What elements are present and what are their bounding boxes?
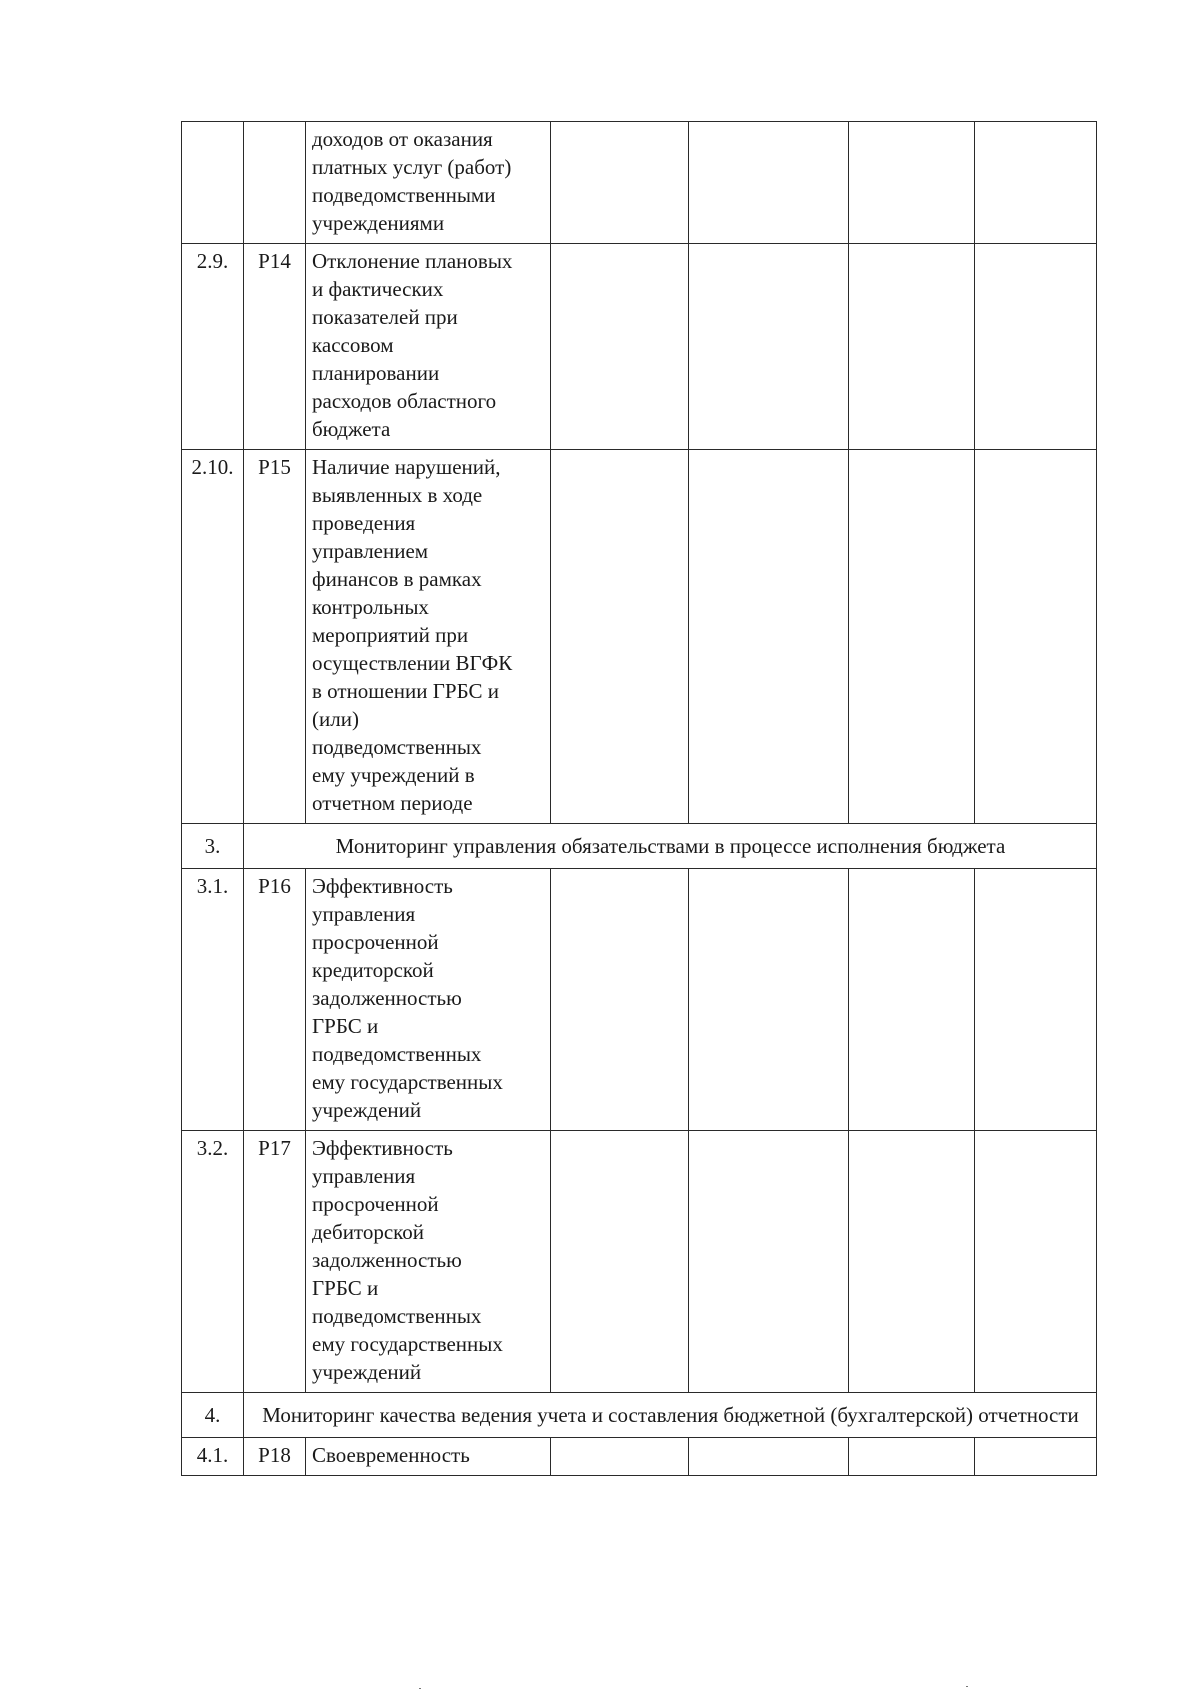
row-number: 4.1.: [182, 1438, 244, 1476]
indicator-name-line: контрольных: [312, 595, 429, 619]
indicator-name: [306, 244, 551, 450]
indicator-name-line: ГРБС и: [312, 1276, 379, 1300]
table-row: [182, 244, 1097, 450]
row-number: 2.10.: [182, 450, 244, 824]
indicator-code: Р15: [244, 450, 306, 824]
indicator-name-line: кассовом: [312, 333, 394, 357]
indicator-name-line: дебиторской: [312, 1220, 425, 1244]
table-body: [182, 122, 1097, 1476]
indicator-name-line: в отношении ГРБС и: [312, 679, 499, 703]
empty-cell: [849, 869, 975, 1131]
indicator-name-line: управления: [312, 1164, 416, 1188]
section-row: [182, 1393, 1097, 1438]
indicator-name-line: планировании: [312, 361, 440, 385]
indicator-name-line: доходов от оказания: [312, 127, 493, 151]
empty-cell: [975, 1438, 1097, 1476]
empty-cell: [689, 244, 849, 450]
row-number: [182, 122, 244, 244]
empty-cell: [551, 450, 689, 824]
indicator-name-line: финансов в рамках: [312, 567, 482, 591]
empty-cell: [551, 1438, 689, 1476]
empty-cell: [551, 122, 689, 244]
empty-cell: [689, 1131, 849, 1393]
indicator-name-line: платных услуг (работ): [312, 155, 512, 179]
indicator-name-line: Эффективность: [312, 874, 453, 898]
table-row: [182, 1438, 1097, 1476]
indicator-name-line: ему государственных: [312, 1070, 503, 1094]
empty-cell: [849, 122, 975, 244]
indicator-name-line: бюджета: [312, 417, 391, 441]
table-row: [182, 450, 1097, 824]
indicator-code: Р16: [244, 869, 306, 1131]
indicator-name-line: просроченной: [312, 1192, 439, 1216]
section-title: Мониторинг качества ведения учета и составления бюджетной (бухгалтерской) отчетности: [244, 1393, 1097, 1438]
indicator-name-line: Своевременность: [312, 1443, 470, 1467]
indicator-name: [306, 450, 551, 824]
indicator-name-line: просроченной: [312, 930, 439, 954]
indicator-name-line: подведомственными: [312, 183, 496, 207]
empty-cell: [975, 244, 1097, 450]
empty-cell: [689, 1438, 849, 1476]
indicator-name-line: Эффективность: [312, 1136, 453, 1160]
indicator-name-line: отчетном периоде: [312, 791, 473, 815]
empty-cell: [689, 450, 849, 824]
indicator-name-line: Отклонение плановых: [312, 249, 513, 273]
indicator-code: Р17: [244, 1131, 306, 1393]
empty-cell: [849, 1438, 975, 1476]
indicator-name-line: осуществлении ВГФК: [312, 651, 513, 675]
indicator-name-line: управления: [312, 902, 416, 926]
indicator-name-line: ГРБС и: [312, 1014, 379, 1038]
empty-cell: [849, 450, 975, 824]
indicator-name-line: задолженностью: [312, 1248, 462, 1272]
indicator-name-line: подведомственных: [312, 735, 482, 759]
section-number: 3.: [182, 824, 244, 869]
indicator-name-line: кредиторской: [312, 958, 434, 982]
criteria-table: [181, 121, 1097, 1476]
section-title: Мониторинг управления обязательствами в процессе исполнения бюджета: [244, 824, 1097, 869]
scan-speck: [419, 1688, 421, 1689]
empty-cell: [551, 1131, 689, 1393]
empty-cell: [551, 244, 689, 450]
indicator-name: [306, 1131, 551, 1393]
row-number: 3.1.: [182, 869, 244, 1131]
indicator-name-line: учреждений: [312, 1098, 422, 1122]
empty-cell: [975, 122, 1097, 244]
empty-cell: [975, 1131, 1097, 1393]
indicator-name-line: (или): [312, 707, 359, 731]
empty-cell: [849, 244, 975, 450]
section-number: 4.: [182, 1393, 244, 1438]
indicator-code: Р14: [244, 244, 306, 450]
indicator-name-line: выявленных в ходе: [312, 483, 483, 507]
indicator-name-line: проведения: [312, 511, 416, 535]
indicator-name: [306, 869, 551, 1131]
indicator-name-line: подведомственных: [312, 1042, 482, 1066]
indicator-name-line: подведомственных: [312, 1304, 482, 1328]
indicator-name-line: показателей при: [312, 305, 458, 329]
empty-cell: [975, 869, 1097, 1131]
table-row: [182, 869, 1097, 1131]
indicator-name-line: учреждениями: [312, 211, 445, 235]
indicator-name-line: ему государственных: [312, 1332, 503, 1356]
empty-cell: [551, 869, 689, 1131]
indicator-name: [306, 122, 551, 244]
indicator-name-line: расходов областного: [312, 389, 497, 413]
indicator-name-line: ему учреждений в: [312, 763, 475, 787]
table-row: [182, 122, 1097, 244]
empty-cell: [849, 1131, 975, 1393]
section-row: [182, 824, 1097, 869]
indicator-code: Р18: [244, 1438, 306, 1476]
scan-speck: [966, 1686, 968, 1687]
row-number: 3.2.: [182, 1131, 244, 1393]
indicator-name: [306, 1438, 551, 1476]
table-row: [182, 1131, 1097, 1393]
row-number: 2.9.: [182, 244, 244, 450]
indicator-name-line: и фактических: [312, 277, 444, 301]
indicator-name-line: мероприятий при: [312, 623, 469, 647]
indicator-name-line: управлением: [312, 539, 429, 563]
empty-cell: [689, 869, 849, 1131]
empty-cell: [975, 450, 1097, 824]
indicator-name-line: Наличие нарушений,: [312, 455, 501, 479]
indicator-code: [244, 122, 306, 244]
indicator-name-line: учреждений: [312, 1360, 422, 1384]
indicator-name-line: задолженностью: [312, 986, 462, 1010]
empty-cell: [689, 122, 849, 244]
